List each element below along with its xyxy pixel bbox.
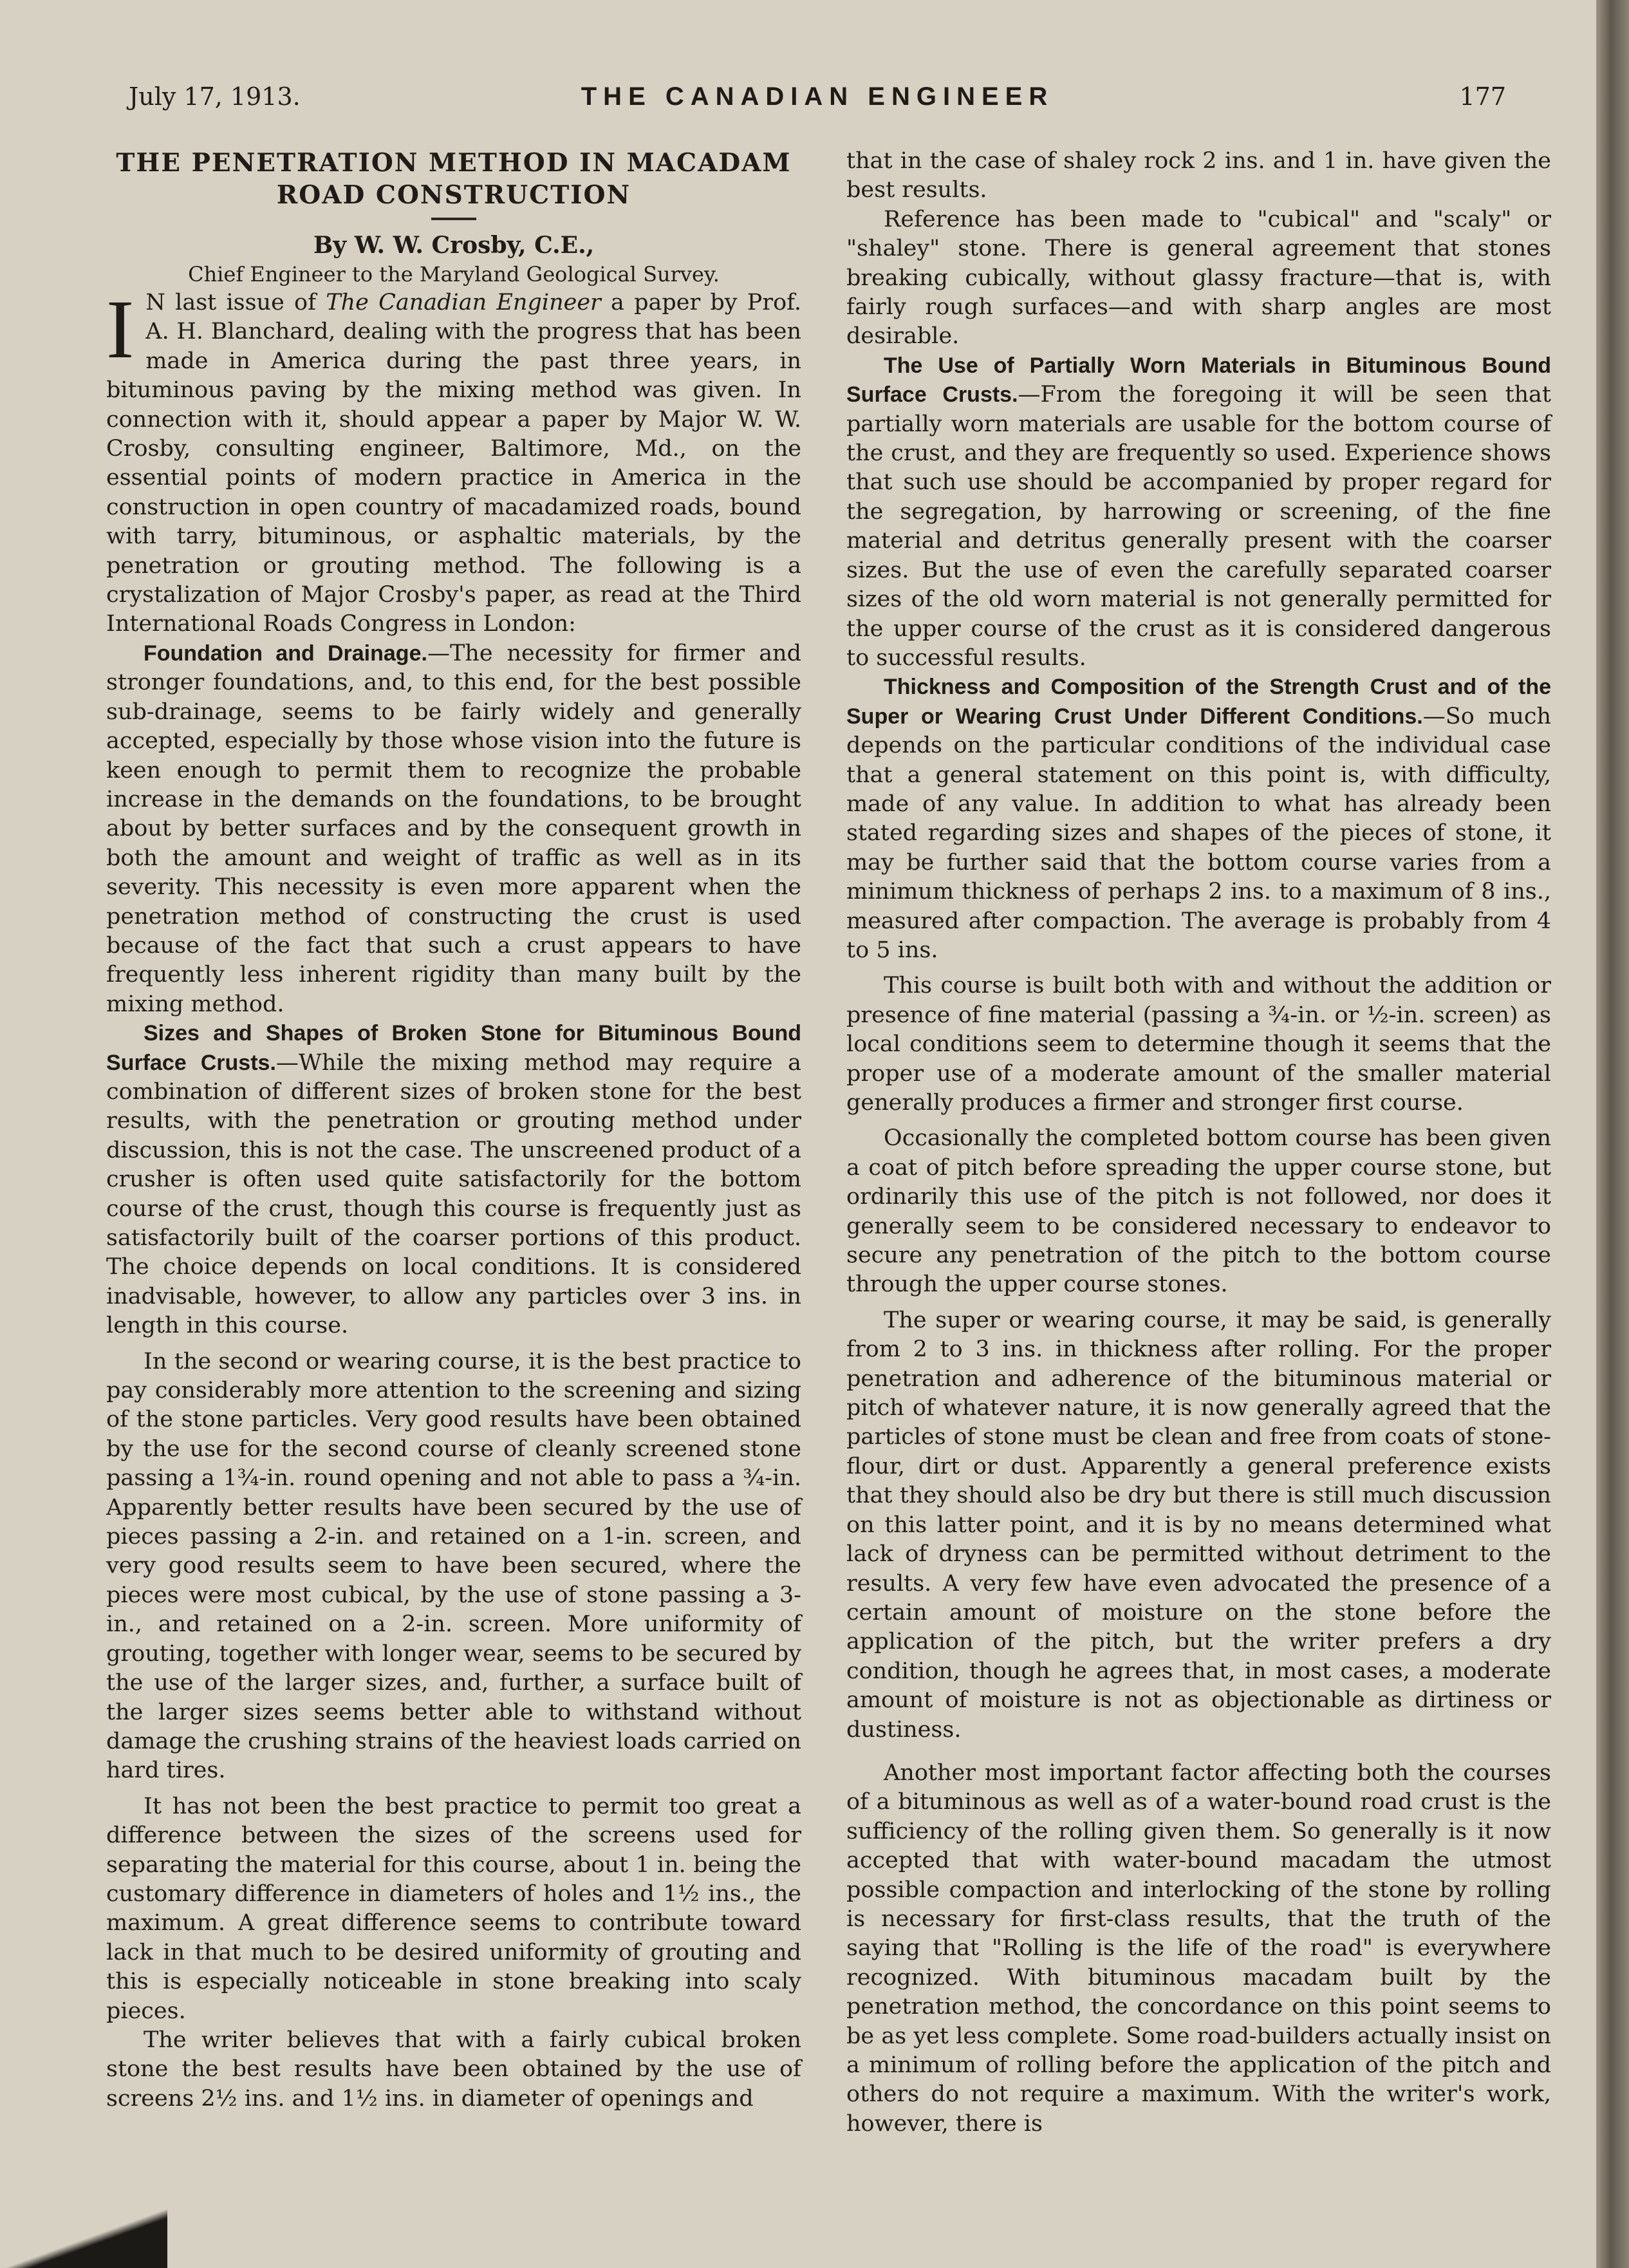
section-heading-worn: The Use of Partially Worn Materials in Bituminous Bound Surface Crusts. xyxy=(846,353,1551,408)
left-column xyxy=(106,147,801,2113)
intro-paragraph xyxy=(106,283,801,639)
screens-paragraph: It has not been the best practice to permit too great a difference between the sizes of the screens used for separating the material for this course, about 1 in. being the customary difference in diameters of holes and 1½ ins., the maximum. A great difference seems to contribute toward lack in that much to be desired uniformity of grouting and this is especially noticeable in stone breaking into scaly pieces. xyxy=(106,1793,801,2024)
sizes-text: —While the mixing method may require a combination of different sizes of broken stone for the best results, with the penetration or grouting method under discussion, this is not the case. The unscreened product of a crusher is often used quite satisfactorily for the bottom course of the crust, though this course is frequently just as satisfactorily built of the coarser portions of this product. The choice depends on local conditions. It is considered inadvisable, however, to allow any particles over 3 ins. in length in this course. xyxy=(106,1049,801,1339)
binding-gutter xyxy=(1596,0,1629,2268)
page-number: 177 xyxy=(1459,82,1506,111)
reference-paragraph: Reference has been made to "cubical" and "scaly" or "shaley" stone. There is general agreement that stones breaking cubically, without glassy fracture—that is, with fairly rough surfaces—and with sharp angles are most desirable. xyxy=(846,206,1551,350)
drop-cap: I xyxy=(106,283,135,376)
intro-text-start: N last issue of xyxy=(145,290,326,315)
issue-date: July 17, 1913. xyxy=(129,82,301,111)
section-heading-foundation: Foundation and Drainage. xyxy=(144,641,427,666)
right-column xyxy=(846,147,1551,2139)
journal-reference: The Canadian Engineer xyxy=(326,290,601,315)
journal-name: THE CANADIAN ENGINEER xyxy=(581,82,1054,111)
sizes-paragraph xyxy=(106,1019,801,1340)
worn-materials-paragraph xyxy=(846,351,1551,673)
page-corner-shadow xyxy=(0,2197,167,2268)
cubical-stone-paragraph: The writer believes that with a fairly cubical broken stone the best results have been obtained by the use of screens 2½ ins. and 1½ ins. in diameter of openings and xyxy=(106,2027,801,2112)
title-rule xyxy=(431,218,476,220)
section-heading-thickness: Thickness and Composition of the Strength Crust and of the Super or Wearing Crust Under Different Conditions. xyxy=(846,675,1551,729)
article-title-line-1: THE PENETRATION METHOD IN MACADAM xyxy=(116,148,792,178)
worn-text: —From the foregoing it will be seen that partially worn materials are usable for the bottom course of the crust, and they are frequently so used. Experience shows that such use should be accompanied by proper regard for the segregation, by harrowing or screening, of the fine material and detritus generally present with the coarser sizes. But the use of even the carefully separated coarser sizes of the old worn material is not generally permitted for the upper course of the crust as it is considered dangerous to successful results. xyxy=(846,382,1551,671)
built-paragraph: This course is built both with and without the addition or presence of fine material (passing a ¾-in. or ½-in. screen) as local conditions seem to determine though it seems that the proper use of a moderate amount of the smaller material generally produces a firmer and stronger first course. xyxy=(846,973,1551,1116)
second-course-paragraph: In the second or wearing course, it is the best practice to pay considerably more attention to the screening and sizing of the stone particles. Very good results have been obtained by the use for the second course of cleanly screened stone passing a 1¾-in. round opening and not able to pass a ¾-in. Apparently better results have been secured by the use of pieces passing a 2-in. and retained on a 1-in. screen, and very good results seem to have been secured, where the pieces were most cubical, by the use of stone passing a 3-in., and retained on a 2-in. screen. More uniformity of grouting, together with longer wear, seems to be secured by the use of the larger sizes, and, further, a surface built of the larger sizes seems better able to withstand without damage the crushing strains of the heaviest loads carried on hard tires. xyxy=(106,1348,801,1784)
occasionally-paragraph: Occasionally the completed bottom course has been given a coat of pitch before spreading the upper course stone, but ordinarily this use of the pitch is not followed, nor does it generally seem to be considered necessary to endeavor to secure any penetration of the pitch to the bottom course through the upper course stones. xyxy=(846,1125,1551,1298)
thickness-paragraph xyxy=(846,673,1551,965)
super-course-paragraph: The super or wearing course, it may be said, is generally from 2 to 3 ins. in thickness after rolling. For the proper penetration and adherence of the bituminous material or pitch of whatever nature, it is now generally agreed that the particles of stone must be clean and free from coats of stone-flour, dirt or dust. Apparently a general preference exists that they should also be dry but there is still much discussion on this latter point, and it is by no means determined what lack of dryness can be permitted without detriment to the results. A very few have even advocated the presence of a certain amount of moisture on the stone before the application of the pitch, but the writer prefers a dry condition, though he agrees that, in most cases, a moderate amount of moisture is not as objectionable as dirtiness or dustiness. xyxy=(846,1307,1551,1743)
author-affiliation: Chief Engineer to the Maryland Geological Survey. xyxy=(188,262,720,286)
rolling-paragraph: Another most important factor affecting both the courses of a bituminous as well as of a water-bound road crust is the sufficiency of the rolling given them. So generally is it now accepted that with water-bound macadam the utmost possible compaction and interlocking of the stone by rolling is necessary for first-class results, that the truth of the saying that "Rolling is the life of the road" is everywhere recognized. With bituminous macadam built by the penetration method, the concordance on this point seems to be as yet less complete. Some road-builders actually insist on a minimum of rolling before the application of the pitch and others do not require a maximum. With the writer's work, however, there is xyxy=(846,1759,1551,2137)
continued-paragraph: that in the case of shaley rock 2 ins. and 1 in. have given the best results. xyxy=(846,148,1551,203)
article-title-line-2: ROAD CONSTRUCTION xyxy=(276,180,631,210)
running-header xyxy=(129,82,1506,121)
section-heading-sizes: Sizes and Shapes of Broken Stone for Bituminous Bound Surface Crusts. xyxy=(106,1021,801,1075)
thickness-text: —So much depends on the particular conditions of the individual case that a general statement on this point is, with difficulty, made of any value. In addition to what has already been stated regarding sizes and shapes of the pieces of stone, it may be further said that the bottom course varies from a minimum thickness of perhaps 2 ins. to a maximum of 8 ins., measured after compaction. The average is probably from 4 to 5 ins. xyxy=(846,703,1551,963)
intro-text-end: a paper by Prof. A. H. Blanchard, dealing with the progress that has been made in America during the past three years, in bituminous paving by the mixing method was given. In connection with it, should appear a paper by Major W. W. Crosby, consulting engineer, Baltimore, Md., on the essential points of modern practice in America in the construction in open country of macadamized roads, bound with tarry, bituminous, or asphaltic materials, by the penetration or grouting method. The following is a crystalization of Major Crosby's paper, as read at the Third International Roads Congress in London: xyxy=(106,290,801,637)
foundation-text: —The necessity for firmer and stronger foundations, and, to this end, for the best possible sub-drainage, seems to be fairly widely and generally accepted, especially by those whose vision into the future is keen enough to permit them to recognize the probable increase in the demands on the foundations, to be brought about by better surfaces and by the consequent growth in both the amount and weight of traffic as well as in its severity. This necessity is even more apparent when the penetration method of constructing the crust is used because of the fact that such a crust appears to have frequently less inherent rigidity than many built by the mixing method. xyxy=(106,640,802,1017)
foundation-paragraph xyxy=(106,639,801,1019)
byline: By W. W. Crosby, C.E., xyxy=(313,232,595,259)
